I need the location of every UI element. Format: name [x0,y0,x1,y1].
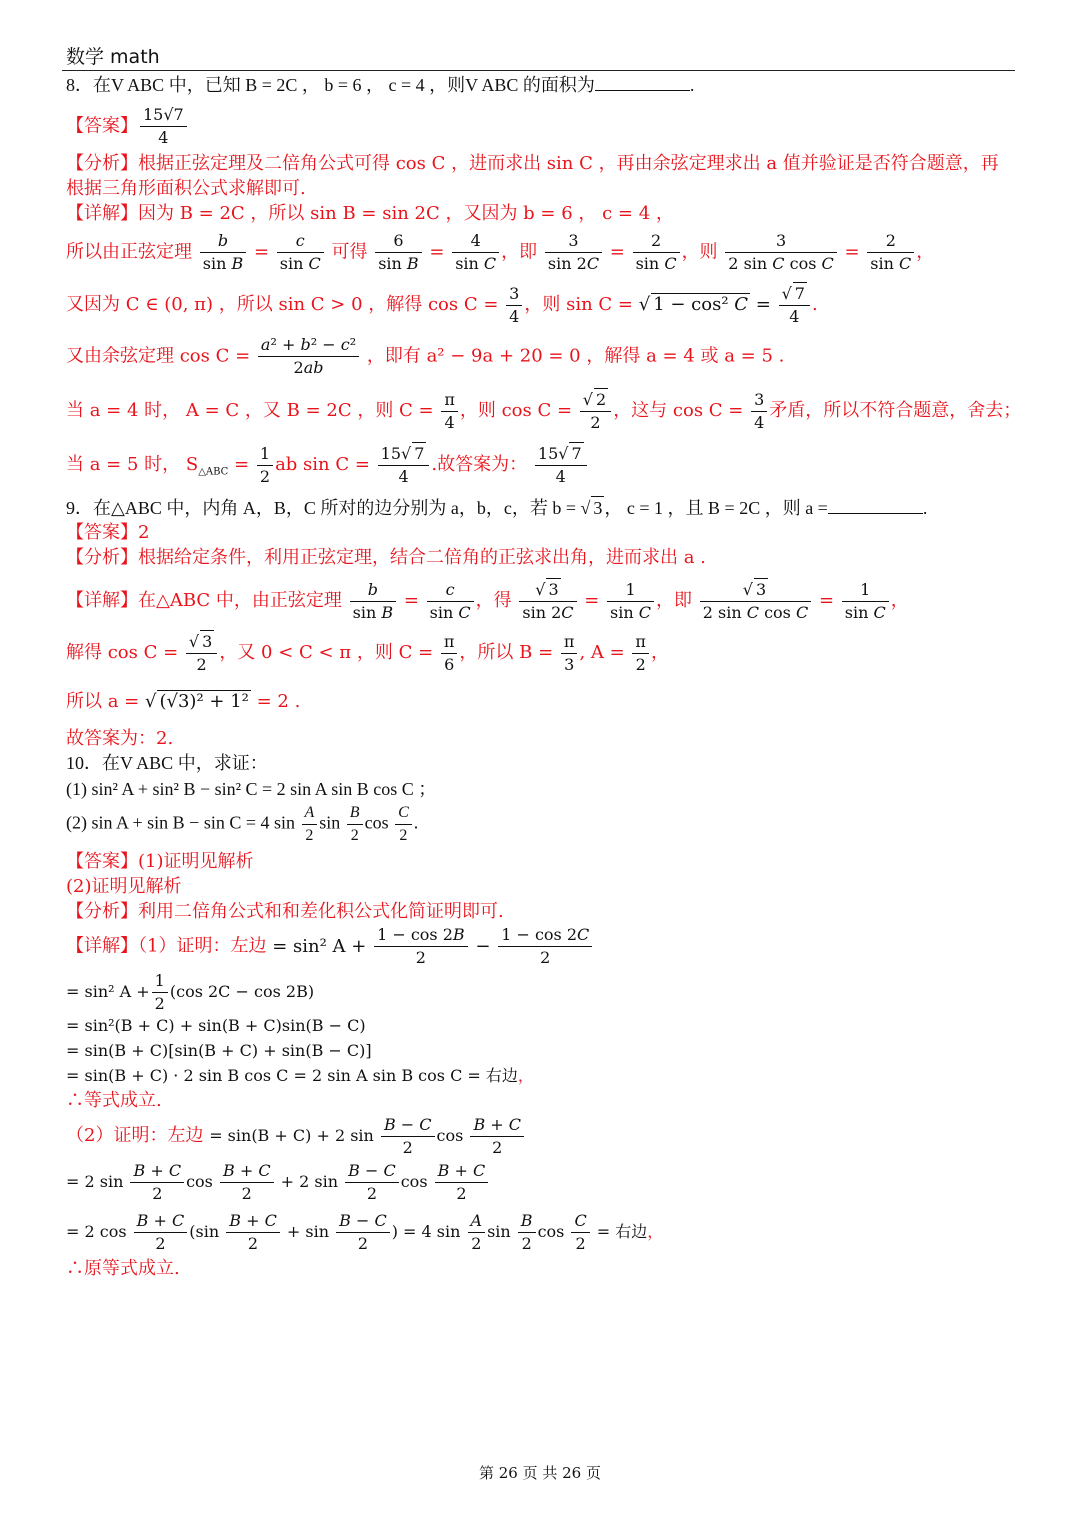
q9-detail-2: 解得 cos C = $\frac{√ 3}{2}$ ，又 0 < C < π ，则 C = $\frac{\pi}{6}$ ，所以 B = $\frac{\pi}{3}$ , A = $\frac{\pi}{2}$ ， [66,631,669,674]
page-header: 数学 math [66,46,160,68]
q8-detail-6: 当 a = 5 时， $S_{\triangle ABC}$ = $\frac{1}{2}$ ab sin C = $\frac{15√ 7}{4}$ .故答案为： $\frac{15√ 7}{4}$ [66,442,589,488]
q9-stem: 9．在△ABC 中，内角 A，B，C 所对的边分别为 a，b，c，若 b = √ 3 ， c = 1 ，且 B = 2C ，则 a = . [66,498,928,518]
q9-detail-1: 【详解】在△ABC 中，由正弦定理 $\frac{b}{\text{sin B}}$ = $\frac{c}{\text{sin C}}$ ，得 $\frac{√ 3}{\sin 2C}$ = $\frac{1}{\text{sin C}}$ ，即 $\frac{√ 3}{\text{2 sin C cos C}}$ = $\frac{1}{\text{sin C}}$ ， [66,579,909,622]
q9-answer: 【答案】2 [66,522,150,543]
q10-step-e2: = 2 sin $\frac{B + C}{2}$ cos $\frac{B + C}{2}$ + 2 sin $\frac{B - C}{2}$ cos $\frac{B + C}{2}$ [66,1160,490,1205]
answer-blank [828,499,923,514]
q9-detail-3: 所以 a = √ (√3)² + 1² = 2 . [66,691,301,712]
q8-answer: 【答案】 $\frac{15√7}{4}$ [66,104,189,149]
q10-conclusion-1: ∴等式成立. [66,1090,162,1111]
q10-part1: (1) sin² A + sin² B − sin² C = 2 sin A sin B cos C ； [66,779,437,799]
q10-step-4: = sin(B + C)[sin(B + C) + sin(B − C)] [66,1041,372,1060]
q8-detail-2: 所以由正弦定理 $\frac{b}{\text{sin B}}$ = $\frac{c}{\text{sin C}}$ 可得 $\frac{6}{\text{sin B}}$ = $\frac{4}{\text{sin C}}$ ，即 $\frac{3}{\sin 2C}$ = $\frac{2}{\text{sin C}}$ ，则 $\frac{3}{\text{2 sin C cos C}}$ = $\frac{2}{\text{sin C}}$ ， [66,231,935,273]
q8-detail-1: 【详解】因为 B = 2C ，所以 sin B = sin 2C ，又因为 b = 6 ， c = 4 ， [66,203,674,224]
q9-analysis: 【分析】根据给定条件，利用正弦定理，结合二倍角的正弦求出角，进而求出 a . [66,547,706,568]
q10-step-5: = sin(B + C) · 2 sin B cos C = 2 sin A sin B cos C = 右边， [66,1066,534,1085]
page-footer: 第 26 页 共 26 页 [478,1464,601,1482]
q10-answer-2: (2)证明见解析 [66,876,182,897]
q8-stem: 8．在V ABC 中，已知 B = 2C ， b = 6 ， c = 4 ，则V ABC 的面积为 . [66,75,695,95]
q8-detail-3: 又因为 C ∈ (0, π) ，所以 sin C > 0 ，解得 cos C = $\frac{3}{4}$ ，则 sin C = √ 1 − cos² C = $\frac{√ 7}{4}$ . [66,283,818,326]
q10-part2: (2) sin A + sin B − sin C = 4 sin $\frac{A}{2}$ sin $\frac{B}{2}$ cos $\frac{C}{2}$ . [66,804,419,844]
q8-analysis-2: 根据三角形面积公式求解即可. [66,178,306,199]
q10-conclusion-2: ∴原等式成立. [66,1258,180,1279]
q10-detail-2: （2）证明：左边 = sin(B + C) + 2 sin $\frac{B - C}{2}$ cos $\frac{B + C}{2}$ [66,1114,526,1159]
q8-analysis-1: 【分析】根据正弦定理及二倍角公式可得 cos C ，进而求出 sin C ，再由余弦定理求出 a 值并验证是否符合题意，再 [66,153,999,174]
q8-detail-5: 当 a = 4 时， A = C ，又 B = 2C ，则 C = $\frac{\pi}{4}$ ，则 cos C = $\frac{√ 2}{2}$ ，这与 cos C = $\frac{3}{4}$ 矛盾，所以不符合题意，舍去； [66,389,1022,432]
q10-stem: 10．在V ABC 中，求证： [66,753,268,773]
q10-step-3: = sin²(B + C) + sin(B + C)sin(B − C) [66,1016,366,1035]
q8-detail-4: 又由余弦定理 cos C = $\frac{\text{a² + b² − c²}}{2ab}$ ，即有 a² − 9a + 20 = 0 ，解得 a = 4 或 a = 5 . [66,335,785,377]
q10-step-e3: = 2 cos $\frac{B + C}{2}$ (sin $\frac{B + C}{2}$ + sin $\frac{B - C}{2}$ ) = 4 sin $\frac{A}{2}$ sin $\frac{B}{2}$ cos $\frac{C}{2}$ = 右边， [66,1211,664,1253]
q9-final: 故答案为：2. [66,728,174,749]
q10-answer-1: 【答案】(1)证明见解析 [66,851,254,872]
header-rule [62,70,1015,71]
q10-analysis: 【分析】利用二倍角公式和和差化积公式化简证明即可. [66,901,504,922]
answer-blank [595,76,690,91]
q10-detail-1: 【详解】（1）证明：左边 = sin² A + $\frac{1 - \cos 2B}{2}$ − $\frac{1 - \cos 2C}{2}$ [66,924,594,969]
q10-step-2: = sin² A + $\frac{1}{2}$ (cos 2C − cos 2B) [66,971,315,1013]
